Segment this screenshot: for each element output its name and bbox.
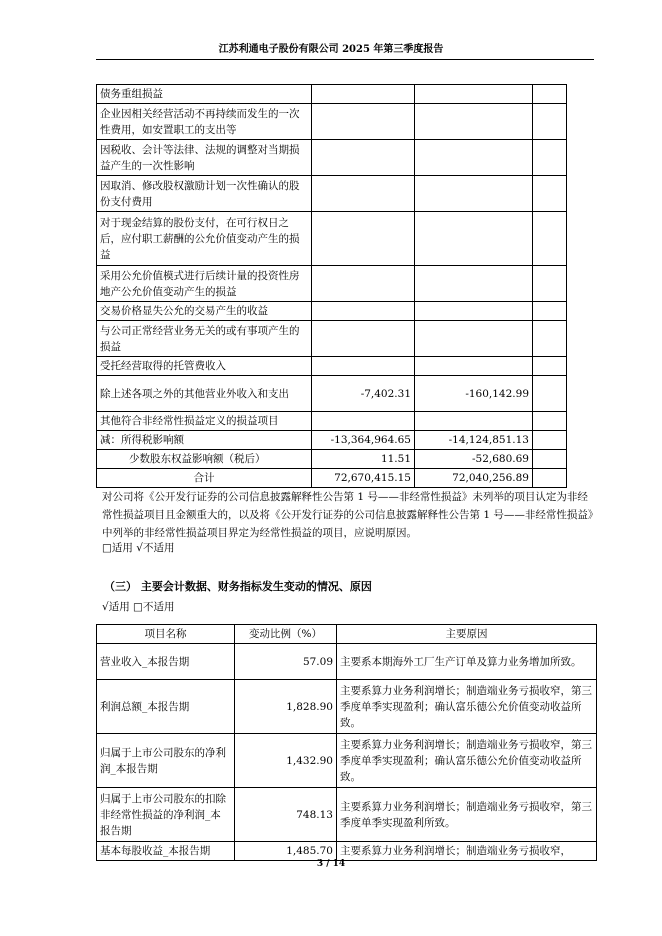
notice-paragraph: 对公司将《公开发行证券的公司信息披露解释性公告第 1 号——非经常性损益》未列举的项目认定为非经常性损益项目且金额重大的，以及将《公开发行证券的公司信息披露解释性公告第 1 号——非经常性损益》中列举的非经常性损益项目界定为经常性损益的项目，应说明原因。: [102, 491, 594, 539]
value-cell: [415, 412, 533, 431]
table-row: [97, 357, 567, 376]
table-row: [97, 302, 567, 321]
row-label: 少数股东权益影响额（税后）: [97, 450, 312, 469]
value-cell: [312, 104, 415, 140]
value-cell: -52,680.69: [415, 450, 533, 469]
value-cell: [533, 212, 567, 266]
value-cell: 72,040,256.89: [415, 469, 533, 488]
value-cell: [533, 176, 567, 212]
change-reason: 主要系算力业务利润增长；制造端业务亏损收窄，第三季度单季实现盈利；确认富乐德公允价值变动收益所致。: [337, 734, 597, 788]
change-reason: 主要系算力业务利润增长；制造端业务亏损收窄，第三季度单季实现盈利；确认富乐德公允价值变动收益所致。: [337, 680, 597, 734]
value-cell: [415, 140, 533, 176]
table-row: [97, 104, 567, 140]
item-name: 营业收入_本报告期: [97, 644, 235, 680]
table-row: [97, 412, 567, 431]
table-row: [97, 85, 567, 104]
value-cell: [533, 321, 567, 357]
value-cell: [312, 266, 415, 302]
change-reason: 主要系本期海外工厂生产订单及算力业务增加所致。: [337, 644, 597, 680]
value-cell: [533, 376, 567, 412]
column-header: 变动比例（%）: [235, 625, 337, 644]
value-cell: [415, 266, 533, 302]
value-cell: [312, 357, 415, 376]
table-row: [97, 734, 597, 788]
table-row: [97, 376, 567, 412]
value-cell: -14,124,851.13: [415, 431, 533, 450]
item-name: 归属于上市公司股东的净利润_本报告期: [97, 734, 235, 788]
value-cell: [415, 176, 533, 212]
row-label: 减：所得税影响额: [97, 431, 312, 450]
table-row: [97, 469, 567, 488]
value-cell: [312, 302, 415, 321]
value-cell: [415, 321, 533, 357]
table-row: [97, 450, 567, 469]
row-label: 因取消、修改股权激励计划一次性确认的股份支付费用: [97, 176, 312, 212]
row-label: 因税收、会计等法律、法规的调整对当期损益产生的一次性影响: [97, 140, 312, 176]
value-cell: 11.51: [312, 450, 415, 469]
table-row: [97, 266, 567, 302]
change-reason: 主要系算力业务利润增长；制造端业务亏损收窄，: [337, 842, 597, 861]
value-cell: -13,364,964.65: [312, 431, 415, 450]
change-ratio: 57.09: [235, 644, 337, 680]
value-cell: [533, 140, 567, 176]
non-recurring-gains-table: [96, 84, 567, 488]
table-row: [97, 680, 597, 734]
row-label: 采用公允价值模式进行后续计量的投资性房地产公允价值变动产生的损益: [97, 266, 312, 302]
value-cell: [312, 212, 415, 266]
value-cell: 72,670,415.15: [312, 469, 415, 488]
value-cell: [533, 85, 567, 104]
row-label: 受托经营取得的托管费收入: [97, 357, 312, 376]
value-cell: [312, 412, 415, 431]
row-label: 合计: [97, 469, 312, 488]
value-cell: [533, 469, 567, 488]
value-cell: [533, 412, 567, 431]
value-cell: [312, 321, 415, 357]
item-name: 利润总额_本报告期: [97, 680, 235, 734]
value-cell: [415, 212, 533, 266]
column-header: 主要原因: [337, 625, 597, 644]
change-ratio: 748.13: [235, 788, 337, 842]
value-cell: [533, 431, 567, 450]
table-row: [97, 842, 597, 861]
table-row: [97, 431, 567, 450]
value-cell: -7,402.31: [312, 376, 415, 412]
change-reasons-table: [96, 624, 597, 861]
value-cell: [415, 104, 533, 140]
table-row: [97, 212, 567, 266]
row-label: 债务重组损益: [97, 85, 312, 104]
notice-applicability: □适用 √不适用: [102, 542, 175, 554]
value-cell: [415, 85, 533, 104]
value-cell: [533, 104, 567, 140]
value-cell: [312, 176, 415, 212]
table-row: [97, 644, 597, 680]
change-ratio: 1,485.70: [235, 842, 337, 861]
table-row: [97, 176, 567, 212]
row-label: 与公司正常经营业务无关的或有事项产生的损益: [97, 321, 312, 357]
value-cell: -160,142.99: [415, 376, 533, 412]
column-header: 项目名称: [97, 625, 235, 644]
value-cell: [312, 140, 415, 176]
change-ratio: 1,432.90: [235, 734, 337, 788]
row-label: 其他符合非经常性损益定义的损益项目: [97, 412, 312, 431]
header-divider: [96, 59, 594, 60]
value-cell: [415, 357, 533, 376]
section-title: （三） 主要会计数据、财务指标发生变动的情况、原因: [104, 580, 372, 593]
page-number: 3 / 14: [316, 859, 346, 869]
value-cell: [415, 302, 533, 321]
item-name: 归属于上市公司股东的扣除非经常性损益的净利润_本报告期: [97, 788, 235, 842]
section-applicability: √适用 □不适用: [102, 601, 175, 613]
row-label: 除上述各项之外的其他营业外收入和支出: [97, 376, 312, 412]
value-cell: [533, 450, 567, 469]
change-ratio: 1,828.90: [235, 680, 337, 734]
value-cell: [533, 266, 567, 302]
value-cell: [533, 302, 567, 321]
value-cell: [533, 357, 567, 376]
table-row: [97, 788, 597, 842]
item-name: 基本每股收益_本报告期: [97, 842, 235, 861]
table-row: [97, 140, 567, 176]
row-label: 交易价格显失公允的交易产生的收益: [97, 302, 312, 321]
table-header-row: [97, 625, 597, 644]
value-cell: [312, 85, 415, 104]
change-reason: 主要系算力业务利润增长；制造端业务亏损收窄，第三季度单季实现盈利所致。: [337, 788, 597, 842]
document-header: 江苏利通电子股份有限公司 2025 年第三季度报告: [218, 44, 444, 55]
row-label: 企业因相关经营活动不再持续而发生的一次性费用，如安置职工的支出等: [97, 104, 312, 140]
row-label: 对于现金结算的股份支付，在可行权日之后，应付职工薪酬的公允价值变动产生的损益: [97, 212, 312, 266]
table-row: [97, 321, 567, 357]
